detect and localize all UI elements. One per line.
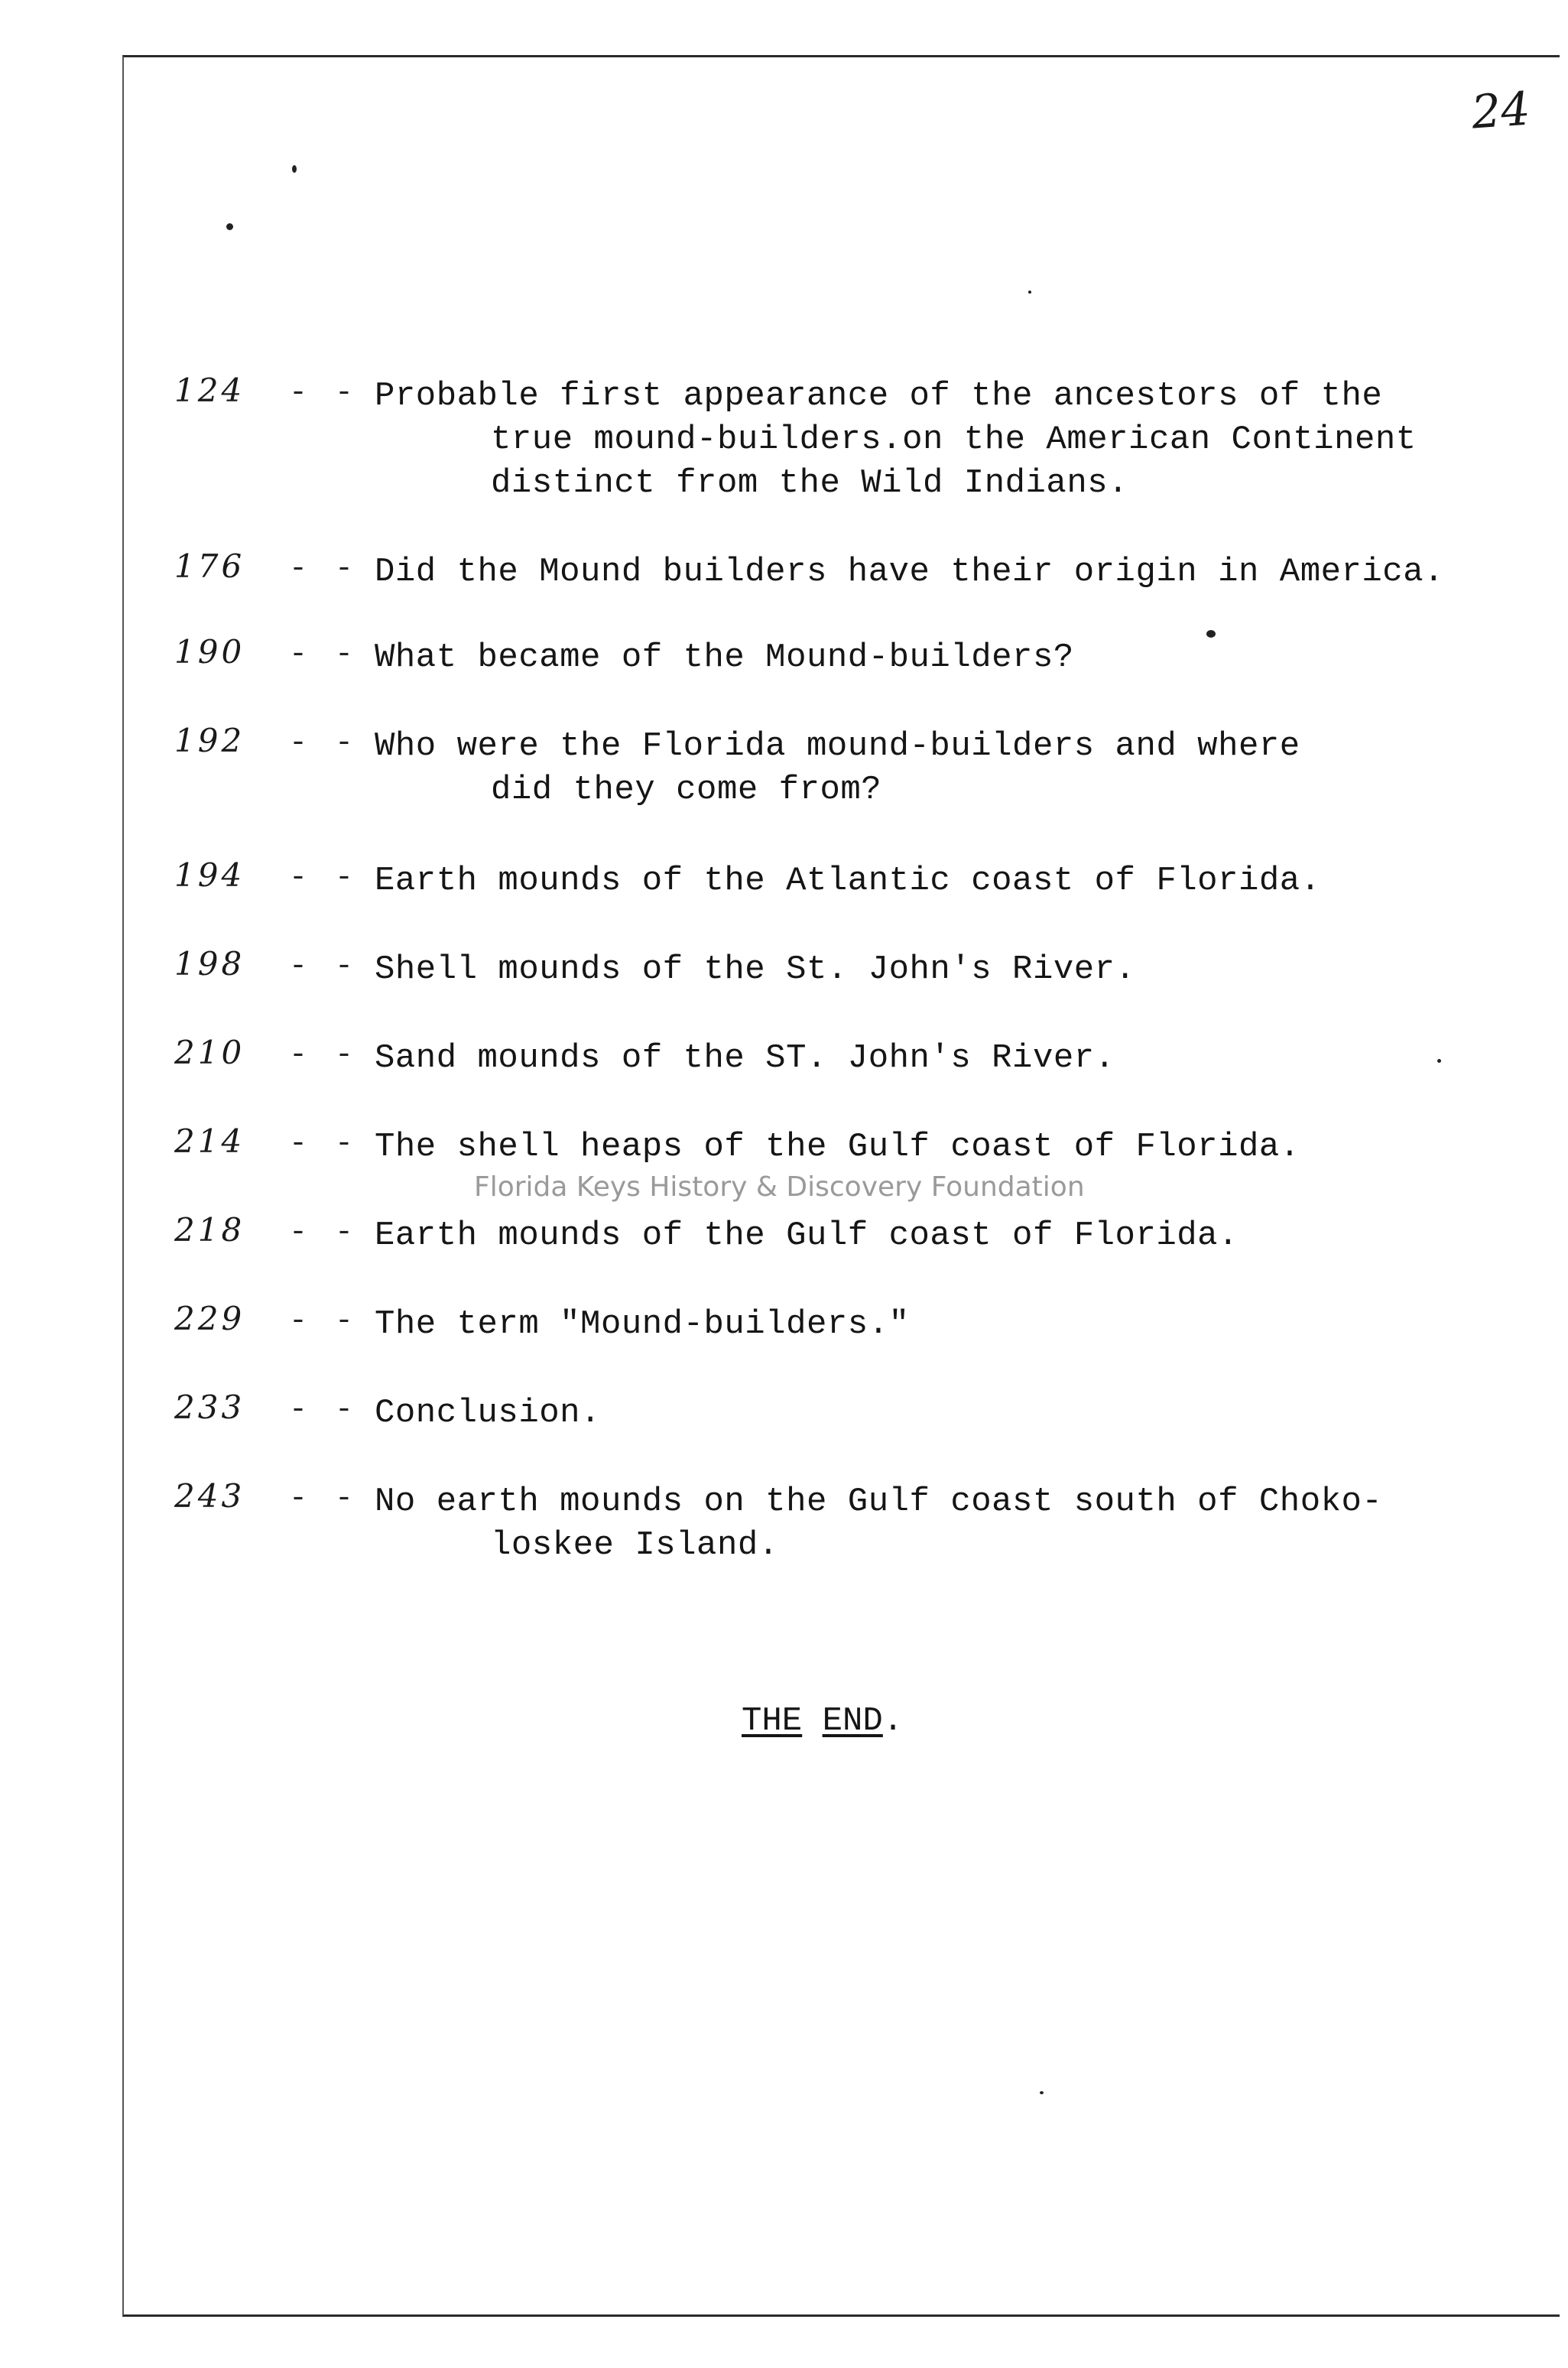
entry-leader: - - [289,950,359,984]
handwritten-page-ref: 233 [174,1389,245,1426]
entry-leader: - - [289,638,359,672]
entry-line: The shell heaps of the Gulf coast of Florida. [375,1128,1300,1166]
entry-text [375,1303,1567,1346]
handwritten-page-ref: 198 [174,945,245,983]
entry-text [375,551,1567,594]
entry-text [375,1480,1567,1567]
entry-continuation-line: true mound-builders.on the American Continent [491,421,1417,459]
ink-speck [226,223,233,230]
entry-text [375,636,1567,680]
entry-leader: - - [289,861,359,895]
entry-line: Who were the Florida mound-builders and where [375,727,1300,765]
entry-continuation-line: loskee Island. [491,1526,779,1564]
entry-line: Earth mounds of the Gulf coast of Florida. [375,1216,1238,1255]
entry-text [375,1037,1567,1080]
entry-leader: - - [289,1127,359,1161]
handwritten-page-ref: 176 [174,547,245,585]
entry-text [375,948,1567,992]
handwritten-page-ref: 218 [174,1211,245,1249]
entry-leader: - - [289,1216,359,1250]
handwritten-page-ref: 210 [174,1034,245,1071]
entry-leader: - - [289,552,359,586]
entry-line: Sand mounds of the ST. John's River. [375,1039,1115,1077]
ink-speck [1028,291,1031,294]
entry-text [375,725,1567,812]
entry-text [375,859,1567,903]
page-number: 24 [1469,82,1532,140]
entry-leader: - - [289,1393,359,1428]
entry-line: Did the Mound builders have their origin in America. [375,553,1445,591]
entry-line: Earth mounds of the Atlantic coast of Florida. [375,862,1321,900]
entry-line: Probable first appearance of the ancestors of the [375,377,1383,415]
handwritten-page-ref: 229 [174,1300,245,1337]
the-end-word-2: END [822,1702,883,1740]
handwritten-page-ref: 214 [174,1122,245,1160]
entry-line: No earth mounds on the Gulf coast south of Choko- [375,1483,1383,1521]
entry-leader: - - [289,1482,359,1516]
entry-continuation-line: did they come from? [491,771,882,809]
the-end-heading [742,1702,903,1740]
entry-leader: - - [289,726,359,761]
handwritten-page-ref: 190 [174,633,245,671]
watermark-text: Florida Keys History & Discovery Foundation [474,1171,1085,1203]
entry-leader: - - [289,1304,359,1339]
entry-leader: - - [289,376,359,411]
entry-text [375,1126,1567,1169]
handwritten-page-ref: 124 [174,372,245,409]
handwritten-page-ref: 243 [174,1477,245,1515]
entry-text [375,1214,1567,1258]
ink-speck [292,165,297,173]
handwritten-page-ref: 192 [174,722,245,759]
entry-continuation-line: distinct from the Wild Indians. [491,464,1129,502]
entry-line: The term "Mound-builders." [375,1305,910,1343]
entry-leader: - - [289,1038,359,1073]
entry-line: What became of the Mound-builders? [375,638,1074,677]
entry-text [375,1392,1567,1435]
the-end-word-1: THE [742,1702,803,1740]
entry-line: Conclusion. [375,1394,601,1432]
entry-text [375,375,1567,505]
ink-speck [1040,2091,1044,2094]
the-end-period: . [882,1702,904,1740]
entry-line: Shell mounds of the St. John's River. [375,950,1136,989]
handwritten-page-ref: 194 [174,856,245,894]
